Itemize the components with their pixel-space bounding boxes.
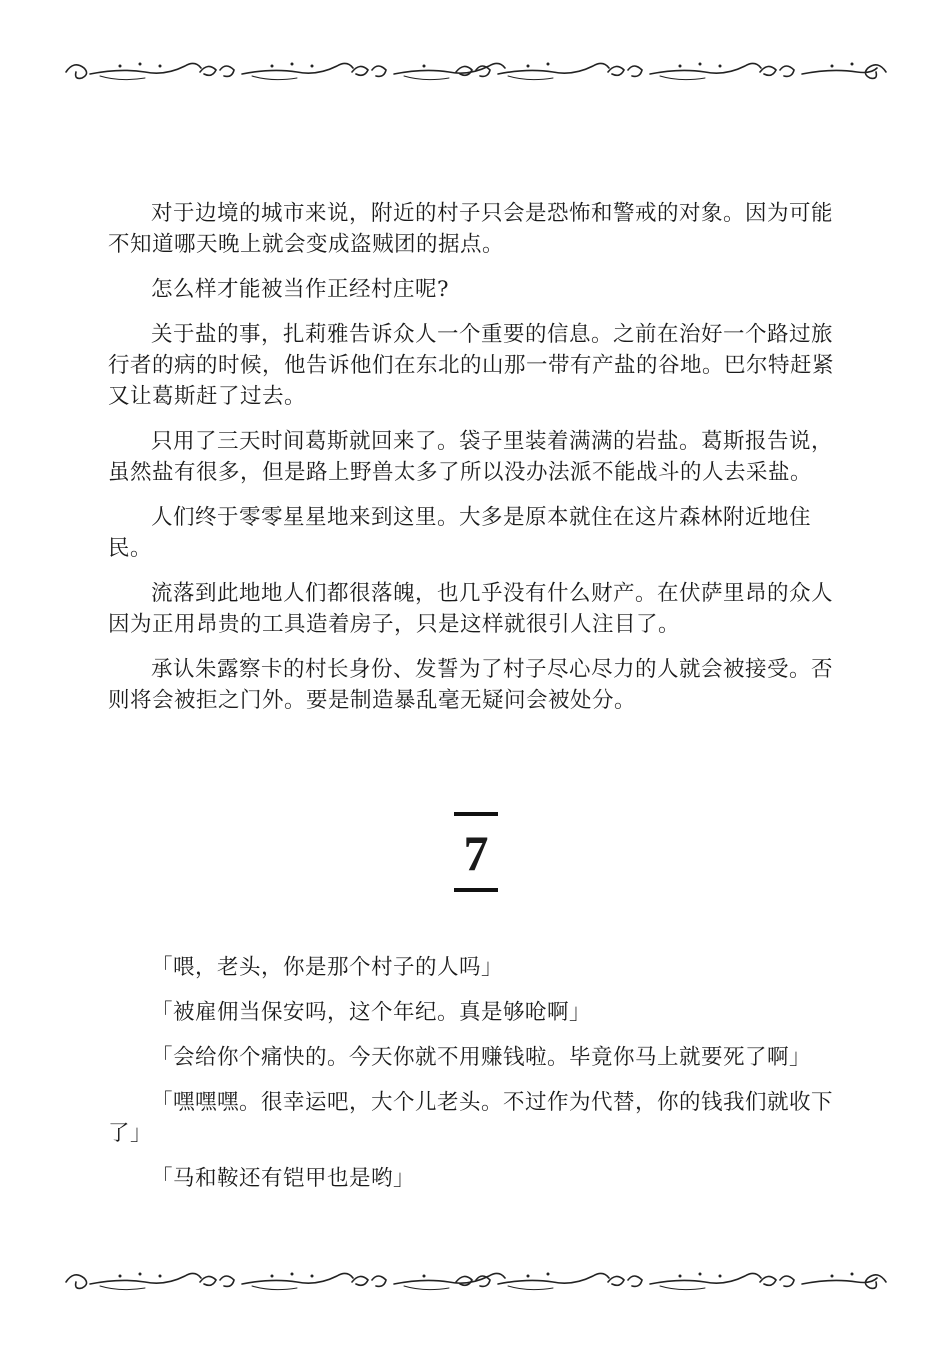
paragraph: 流落到此地地人们都很落魄，也几乎没有什么财产。在伏萨里昂的众人因为正用昂贵的工具造着房子，只是这样就很引人注目了。 bbox=[108, 581, 834, 637]
top-ornament-border bbox=[60, 52, 892, 92]
dialogue-line: 「被雇佣当保安吗，这个年纪。真是够呛啊」 bbox=[151, 1000, 592, 1025]
bottom-ornament-border bbox=[60, 1262, 892, 1302]
chapter-rule-top bbox=[454, 812, 498, 816]
paragraph: 人们终于零零星星地来到这里。大多是原本就住在这片森林附近地住民。 bbox=[108, 505, 812, 561]
paragraph: 关于盐的事，扎莉雅告诉众人一个重要的信息。之前在治好一个路过旅行者的病的时候，他告诉他们在东北的山那一带有产盐的谷地。巴尔特赶紧又让葛斯赶了过去。 bbox=[108, 322, 835, 409]
chapter-rule-bottom bbox=[454, 888, 498, 892]
dialogue-line: 「会给你个痛快的。今天你就不用赚钱啦。毕竟你马上就要死了啊」 bbox=[151, 1045, 812, 1070]
dialogue-line: 「马和鞍还有铠甲也是哟」 bbox=[151, 1166, 416, 1191]
paragraph: 只用了三天时间葛斯就回来了。袋子里装着满满的岩盐。葛斯报告说，虽然盐有很多，但是路上野兽太多了所以没办法派不能战斗的人去采盐。 bbox=[108, 429, 834, 485]
chapter-heading bbox=[426, 808, 526, 900]
paragraph: 承认朱露察卡的村长身份、发誓为了村子尽心尽力的人就会被接受。否则将会被拒之门外。要是制造暴乱毫无疑问会被处分。 bbox=[108, 657, 834, 713]
body-text bbox=[108, 198, 848, 730]
dialogue-block bbox=[108, 952, 848, 1208]
paragraph: 怎么样才能被当作正经村庄呢? bbox=[151, 277, 450, 302]
dialogue-line: 「嘿嘿嘿。很幸运吧，大个儿老头。不过作为代替，你的钱我们就收下了」 bbox=[108, 1090, 834, 1146]
dialogue-line: 「喂，老头，你是那个村子的人吗」 bbox=[151, 955, 504, 980]
paragraph: 对于边境的城市来说，附近的村子只会是恐怖和警戒的对象。因为可能不知道哪天晚上就会变成盗贼团的据点。 bbox=[108, 201, 834, 257]
chapter-number: 7 bbox=[463, 825, 489, 881]
